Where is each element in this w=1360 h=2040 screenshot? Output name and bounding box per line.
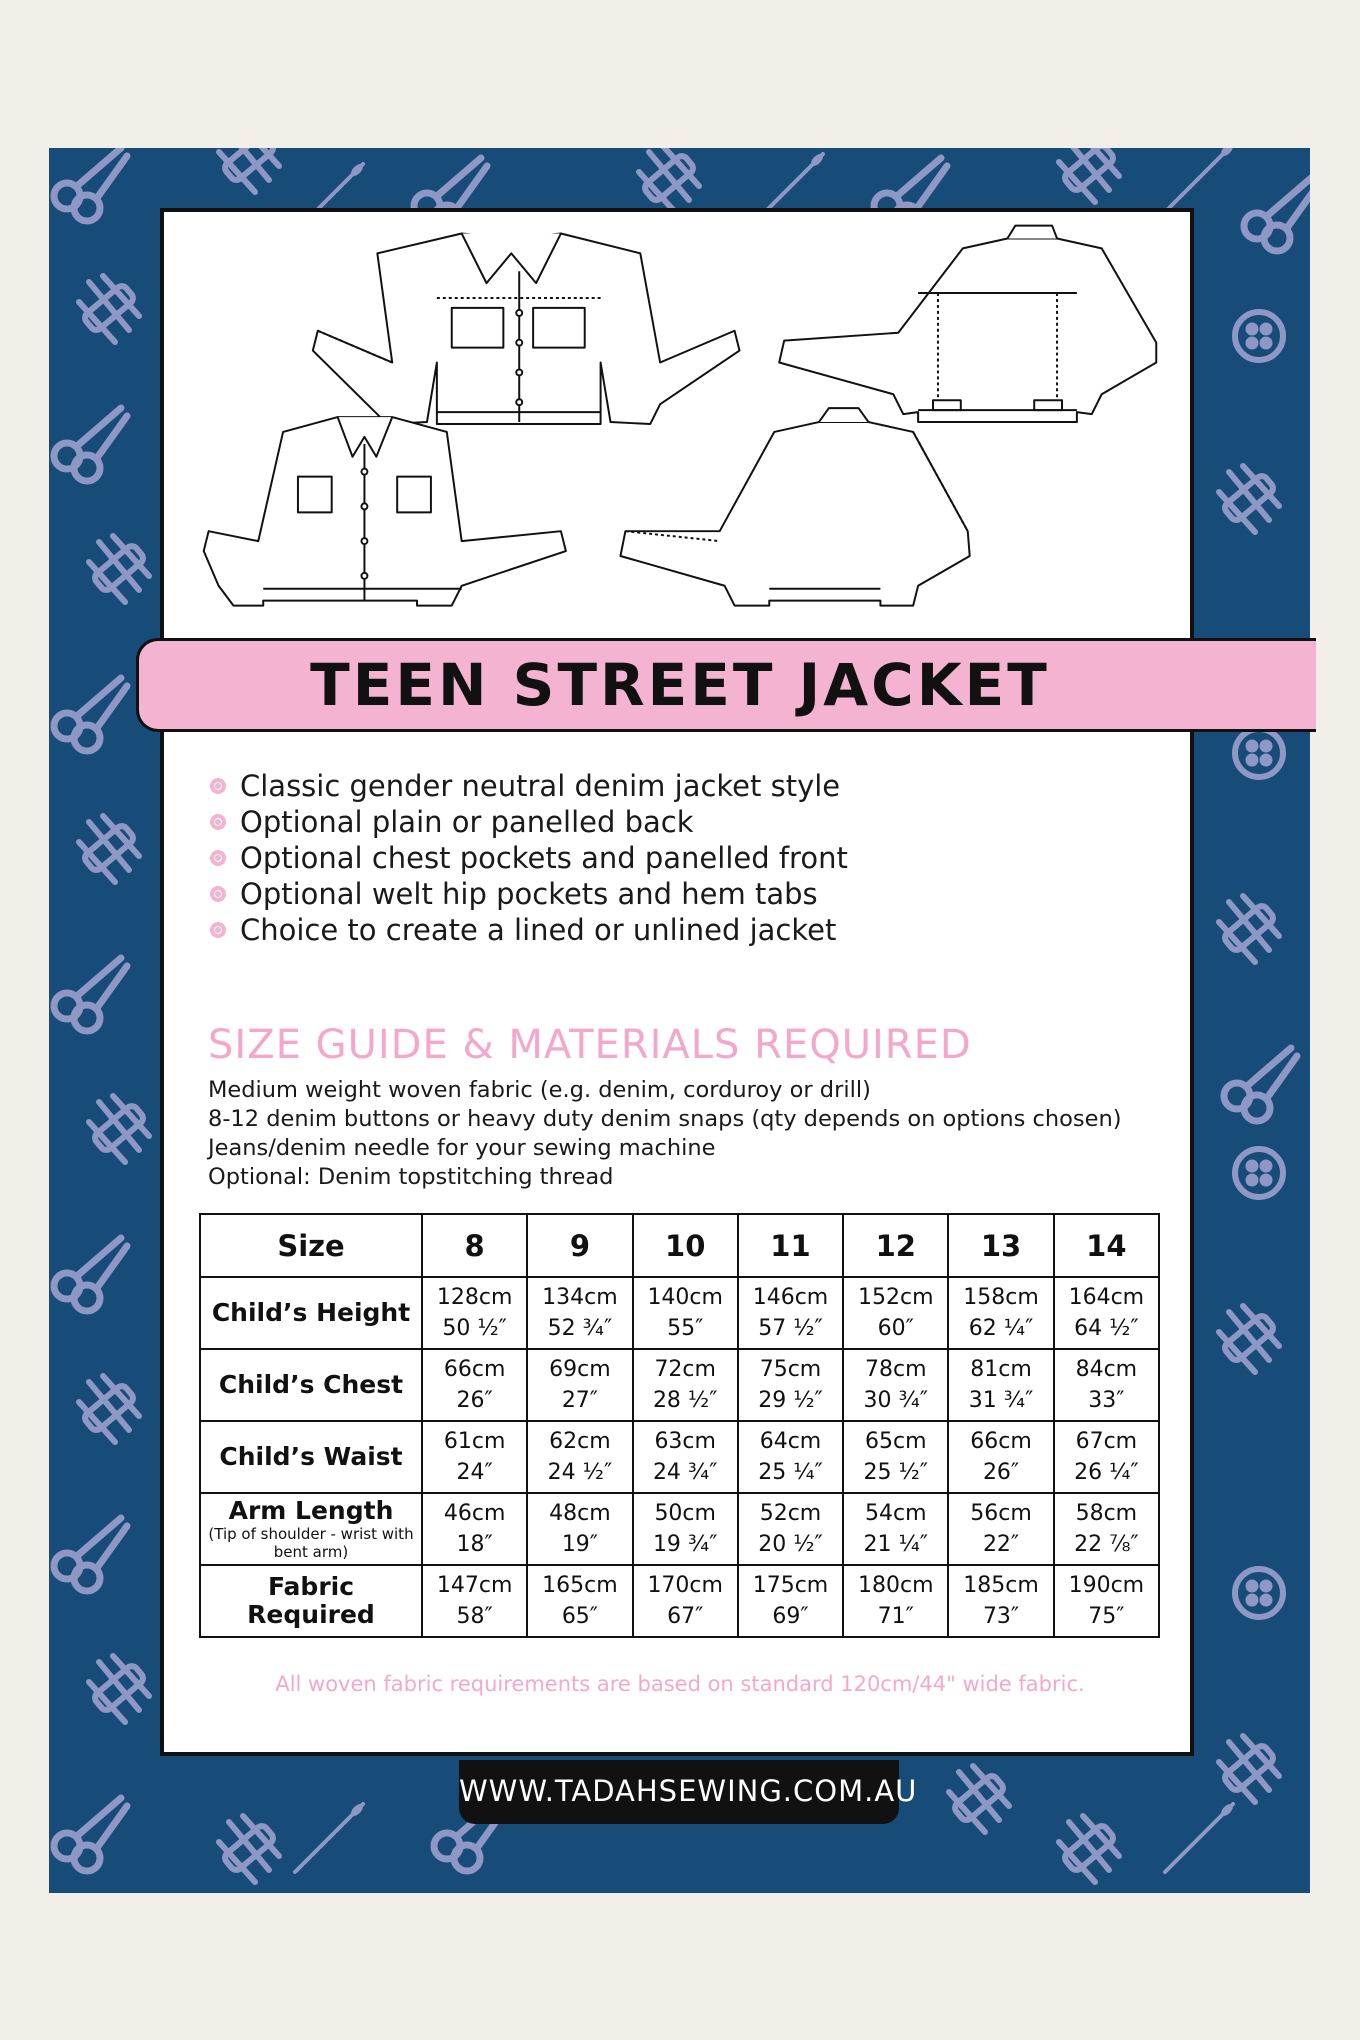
measurement-cell xyxy=(633,1349,738,1421)
size-column-header: 9 xyxy=(527,1214,632,1277)
metric-value: 65cm xyxy=(865,1429,927,1454)
metric-value: 78cm xyxy=(865,1357,927,1382)
measurement-cell xyxy=(948,1493,1053,1565)
measurement-cell xyxy=(633,1565,738,1637)
metric-value: 75cm xyxy=(759,1357,822,1382)
imperial-value: 69″ xyxy=(772,1604,809,1629)
measurement-cell xyxy=(948,1565,1053,1637)
size-chart-table xyxy=(199,1213,1160,1638)
imperial-value: 19 ¾″ xyxy=(652,1532,718,1557)
imperial-value: 64 ½″ xyxy=(1074,1316,1139,1341)
measurement-cell xyxy=(1054,1421,1159,1493)
row-label-cell xyxy=(200,1349,422,1421)
size-column-header: 14 xyxy=(1054,1214,1159,1277)
size-column-header: 8 xyxy=(422,1214,527,1277)
metric-value: 134cm xyxy=(542,1285,618,1310)
material-item: Optional: Denim topstitching thread xyxy=(208,1164,614,1190)
plain-front-drawing xyxy=(204,417,566,606)
pattern-title: TEEN STREET JACKET xyxy=(310,651,1050,719)
metric-value: 158cm xyxy=(963,1285,1039,1310)
measurement-cell xyxy=(1054,1349,1159,1421)
measurement-cell xyxy=(422,1493,527,1565)
row-label-cell xyxy=(200,1493,422,1565)
measurement-cell xyxy=(422,1349,527,1421)
row-label: Child’s Height xyxy=(211,1298,411,1327)
measurement-cell xyxy=(527,1565,632,1637)
imperial-value: 58″ xyxy=(456,1604,493,1629)
title-banner xyxy=(136,638,1316,732)
metric-value: 190cm xyxy=(1068,1573,1145,1598)
metric-value: 50cm xyxy=(654,1501,716,1526)
imperial-value: 21 ¼″ xyxy=(863,1532,929,1557)
material-item: Jeans/denim needle for your sewing machine xyxy=(208,1135,716,1161)
feature-item: Choice to create a lined or unlined jacket xyxy=(210,912,848,948)
size-column-header: 13 xyxy=(948,1214,1053,1277)
imperial-value: 24 ¾″ xyxy=(652,1460,718,1485)
imperial-value: 24 ½″ xyxy=(547,1460,613,1485)
metric-value: 165cm xyxy=(542,1573,618,1598)
row-label-cell xyxy=(200,1277,422,1349)
feature-list xyxy=(210,768,848,948)
metric-value: 66cm xyxy=(443,1357,506,1382)
imperial-value: 22″ xyxy=(982,1532,1020,1557)
feature-item: Optional chest pockets and panelled front xyxy=(210,840,848,876)
table-row xyxy=(200,1493,1159,1565)
bullet-icon xyxy=(210,922,226,938)
measurement-cell xyxy=(738,1565,843,1637)
imperial-value: 65″ xyxy=(561,1604,599,1629)
row-label: Child’s Chest xyxy=(218,1370,404,1399)
imperial-value: 62 ¼″ xyxy=(968,1316,1034,1341)
imperial-value: 25 ¼″ xyxy=(758,1460,823,1485)
measurement-cell xyxy=(1054,1565,1159,1637)
material-item: Medium weight woven fabric (e.g. denim, corduroy or drill) xyxy=(208,1077,871,1103)
measurement-cell xyxy=(527,1277,632,1349)
bullet-icon xyxy=(210,850,226,866)
metric-value: 170cm xyxy=(647,1573,723,1598)
size-column-header: 11 xyxy=(738,1214,843,1277)
measurement-cell xyxy=(738,1277,843,1349)
metric-value: 46cm xyxy=(443,1501,506,1526)
metric-value: 146cm xyxy=(752,1285,829,1310)
plain-back-drawing xyxy=(620,408,969,605)
fabric-width-footnote: All woven fabric requirements are based on standard 120cm/44" wide fabric. xyxy=(275,1672,1085,1696)
imperial-value: 67″ xyxy=(667,1604,704,1629)
imperial-value: 26″ xyxy=(982,1460,1020,1485)
table-row xyxy=(200,1421,1159,1493)
imperial-value: 29 ½″ xyxy=(758,1388,823,1413)
table-row xyxy=(200,1565,1159,1637)
imperial-value: 22 ⅞″ xyxy=(1074,1532,1139,1557)
metric-value: 56cm xyxy=(970,1501,1032,1526)
imperial-value: 73″ xyxy=(982,1604,1020,1629)
measurement-cell xyxy=(422,1565,527,1637)
panelled-front-drawing xyxy=(313,234,740,425)
table-header-row xyxy=(200,1214,1159,1277)
measurement-cell xyxy=(527,1421,632,1493)
row-label: Fabric Required xyxy=(247,1572,375,1629)
metric-value: 128cm xyxy=(436,1285,513,1310)
materials-list xyxy=(208,1076,1122,1192)
metric-value: 67cm xyxy=(1075,1429,1138,1454)
panelled-back-drawing xyxy=(779,226,1156,422)
measurement-cell xyxy=(633,1277,738,1349)
measurement-cell xyxy=(843,1349,948,1421)
metric-value: 84cm xyxy=(1075,1357,1138,1382)
feature-item: Optional plain or panelled back xyxy=(210,804,848,840)
measurement-cell xyxy=(948,1277,1053,1349)
bullet-icon xyxy=(210,886,226,902)
metric-value: 64cm xyxy=(759,1429,822,1454)
table-row xyxy=(200,1277,1159,1349)
metric-value: 147cm xyxy=(436,1573,513,1598)
measurement-cell xyxy=(527,1493,632,1565)
measurement-cell xyxy=(738,1421,843,1493)
measurement-cell xyxy=(527,1349,632,1421)
measurement-cell xyxy=(738,1349,843,1421)
measurement-cell xyxy=(948,1421,1053,1493)
imperial-value: 60″ xyxy=(877,1316,914,1341)
row-label: Child’s Waist xyxy=(219,1442,403,1471)
row-label-note: (Tip of shoulder - wrist with bent arm) xyxy=(208,1525,414,1561)
imperial-value: 75″ xyxy=(1088,1604,1125,1629)
imperial-value: 31 ¾″ xyxy=(968,1388,1034,1413)
imperial-value: 52 ¾″ xyxy=(547,1316,613,1341)
imperial-value: 33″ xyxy=(1088,1388,1125,1413)
imperial-value: 57 ½″ xyxy=(758,1316,823,1341)
row-label-cell xyxy=(200,1565,422,1637)
metric-value: 61cm xyxy=(443,1429,506,1454)
imperial-value: 50 ½″ xyxy=(442,1316,507,1341)
table-row xyxy=(200,1349,1159,1421)
row-label-cell xyxy=(200,1421,422,1493)
imperial-value: 18″ xyxy=(456,1532,493,1557)
imperial-value: 30 ¾″ xyxy=(863,1388,929,1413)
imperial-value: 24″ xyxy=(456,1460,493,1485)
measurement-cell xyxy=(1054,1277,1159,1349)
imperial-value: 28 ½″ xyxy=(652,1388,718,1413)
metric-value: 62cm xyxy=(549,1429,611,1454)
imperial-value: 20 ½″ xyxy=(758,1532,823,1557)
metric-value: 180cm xyxy=(858,1573,934,1598)
metric-value: 58cm xyxy=(1075,1501,1138,1526)
metric-value: 152cm xyxy=(858,1285,934,1310)
measurement-cell xyxy=(843,1565,948,1637)
size-column-header: 12 xyxy=(843,1214,948,1277)
metric-value: 185cm xyxy=(963,1573,1039,1598)
imperial-value: 25 ½″ xyxy=(863,1460,929,1485)
imperial-value: 26″ xyxy=(456,1388,493,1413)
measurement-cell xyxy=(422,1421,527,1493)
size-header-label: Size xyxy=(200,1214,422,1277)
imperial-value: 71″ xyxy=(877,1604,914,1629)
feature-item: Classic gender neutral denim jacket style xyxy=(210,768,848,804)
jacket-technical-drawings xyxy=(164,212,1190,642)
website-link[interactable]: WWW.TADAHSEWING.COM.AU xyxy=(459,1760,899,1824)
metric-value: 66cm xyxy=(970,1429,1032,1454)
metric-value: 164cm xyxy=(1068,1285,1145,1310)
measurement-cell xyxy=(633,1493,738,1565)
material-item: 8-12 denim buttons or heavy duty denim snaps (qty depends on options chosen) xyxy=(208,1106,1122,1132)
bullet-icon xyxy=(210,778,226,794)
metric-value: 52cm xyxy=(759,1501,822,1526)
metric-value: 81cm xyxy=(970,1357,1032,1382)
metric-value: 54cm xyxy=(865,1501,927,1526)
metric-value: 69cm xyxy=(549,1357,611,1382)
metric-value: 140cm xyxy=(647,1285,723,1310)
imperial-value: 55″ xyxy=(667,1316,704,1341)
imperial-value: 27″ xyxy=(561,1388,599,1413)
bullet-icon xyxy=(210,814,226,830)
measurement-cell xyxy=(422,1277,527,1349)
size-guide-heading: SIZE GUIDE & MATERIALS REQUIRED xyxy=(208,1022,972,1068)
size-column-header: 10 xyxy=(633,1214,738,1277)
measurement-cell xyxy=(1054,1493,1159,1565)
feature-item: Optional welt hip pockets and hem tabs xyxy=(210,876,848,912)
metric-value: 72cm xyxy=(654,1357,716,1382)
imperial-value: 19″ xyxy=(561,1532,599,1557)
measurement-cell xyxy=(633,1421,738,1493)
metric-value: 48cm xyxy=(549,1501,611,1526)
metric-value: 175cm xyxy=(752,1573,829,1598)
row-label: Arm Length xyxy=(228,1496,394,1525)
measurement-cell xyxy=(843,1421,948,1493)
size-chart-body xyxy=(200,1277,1159,1637)
measurement-cell xyxy=(948,1349,1053,1421)
measurement-cell xyxy=(843,1493,948,1565)
metric-value: 63cm xyxy=(654,1429,716,1454)
imperial-value: 26 ¼″ xyxy=(1074,1460,1139,1485)
measurement-cell xyxy=(738,1493,843,1565)
measurement-cell xyxy=(843,1277,948,1349)
